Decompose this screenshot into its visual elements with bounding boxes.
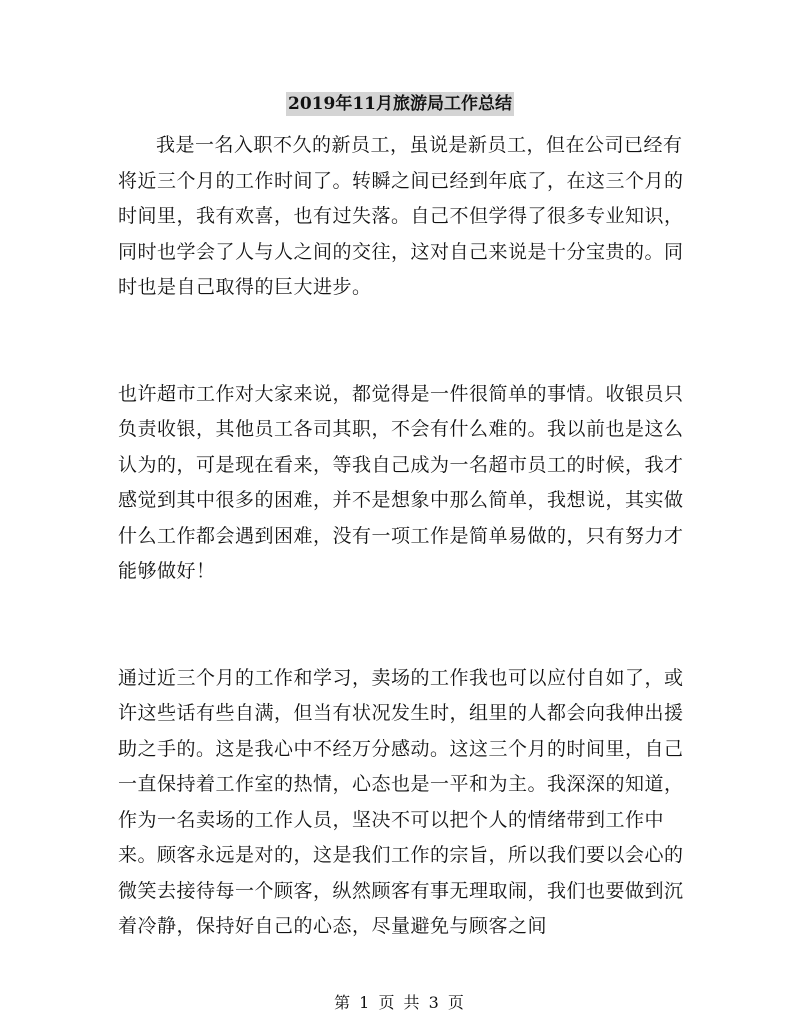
page-title: 2019年11月旅游局工作总结 xyxy=(288,94,512,114)
paragraph-2: 也许超市工作对大家来说，都觉得是一件很简单的事情。收银员只负责收银，其他员工各司其职，不会有什么难的。我以前也是这么认为的，可是现在看来，等我自己成为一名超市员工的时候，我才感觉到其中很多的困难，并不是想象中那么简单，我想说，其实做什么工作都会遇到困难，没有一项工作是简单易做的，只有努力才能够做好！ xyxy=(118,382,684,582)
page-number-indicator: 第 1 页 共 3 页 xyxy=(334,993,466,1012)
page-footer xyxy=(0,992,800,1014)
paragraph-3: 通过近三个月的工作和学习，卖场的工作我也可以应付自如了，或许这些话有些自满，但当有状况发生时，组里的人都会向我伸出援助之手的。这是我心中不经万分感动。这这三个月的时间里，自己一直保持着工作室的热情，心态也是一平和为主。我深深的知道，作为一名卖场的工作人员，坚决不可以把个人的情绪带到工作中来。顾客永远是对的，这是我们工作的宗旨，所以我们要以会心的微笑去接待每一个顾客，纵然顾客有事无理取闹，我们也要做到沉着冷静，保持好自己的心态，尽量避免与顾客之间 xyxy=(118,666,684,937)
document-body xyxy=(118,128,686,945)
paragraph-gap xyxy=(118,590,686,661)
title-container xyxy=(0,92,800,116)
paragraph-gap xyxy=(118,306,686,377)
paragraph-1: 我是一名入职不久的新员工，虽说是新员工，但在公司已经有将近三个月的工作时间了。转瞬之间已经到年底了，在这三个月的时间里，我有欢喜，也有过失落。自己不但学得了很多专业知识，同时也学会了人与人之间的交往，这对自己来说是十分宝贵的。同时也是自己取得的巨大进步。 xyxy=(118,134,684,298)
